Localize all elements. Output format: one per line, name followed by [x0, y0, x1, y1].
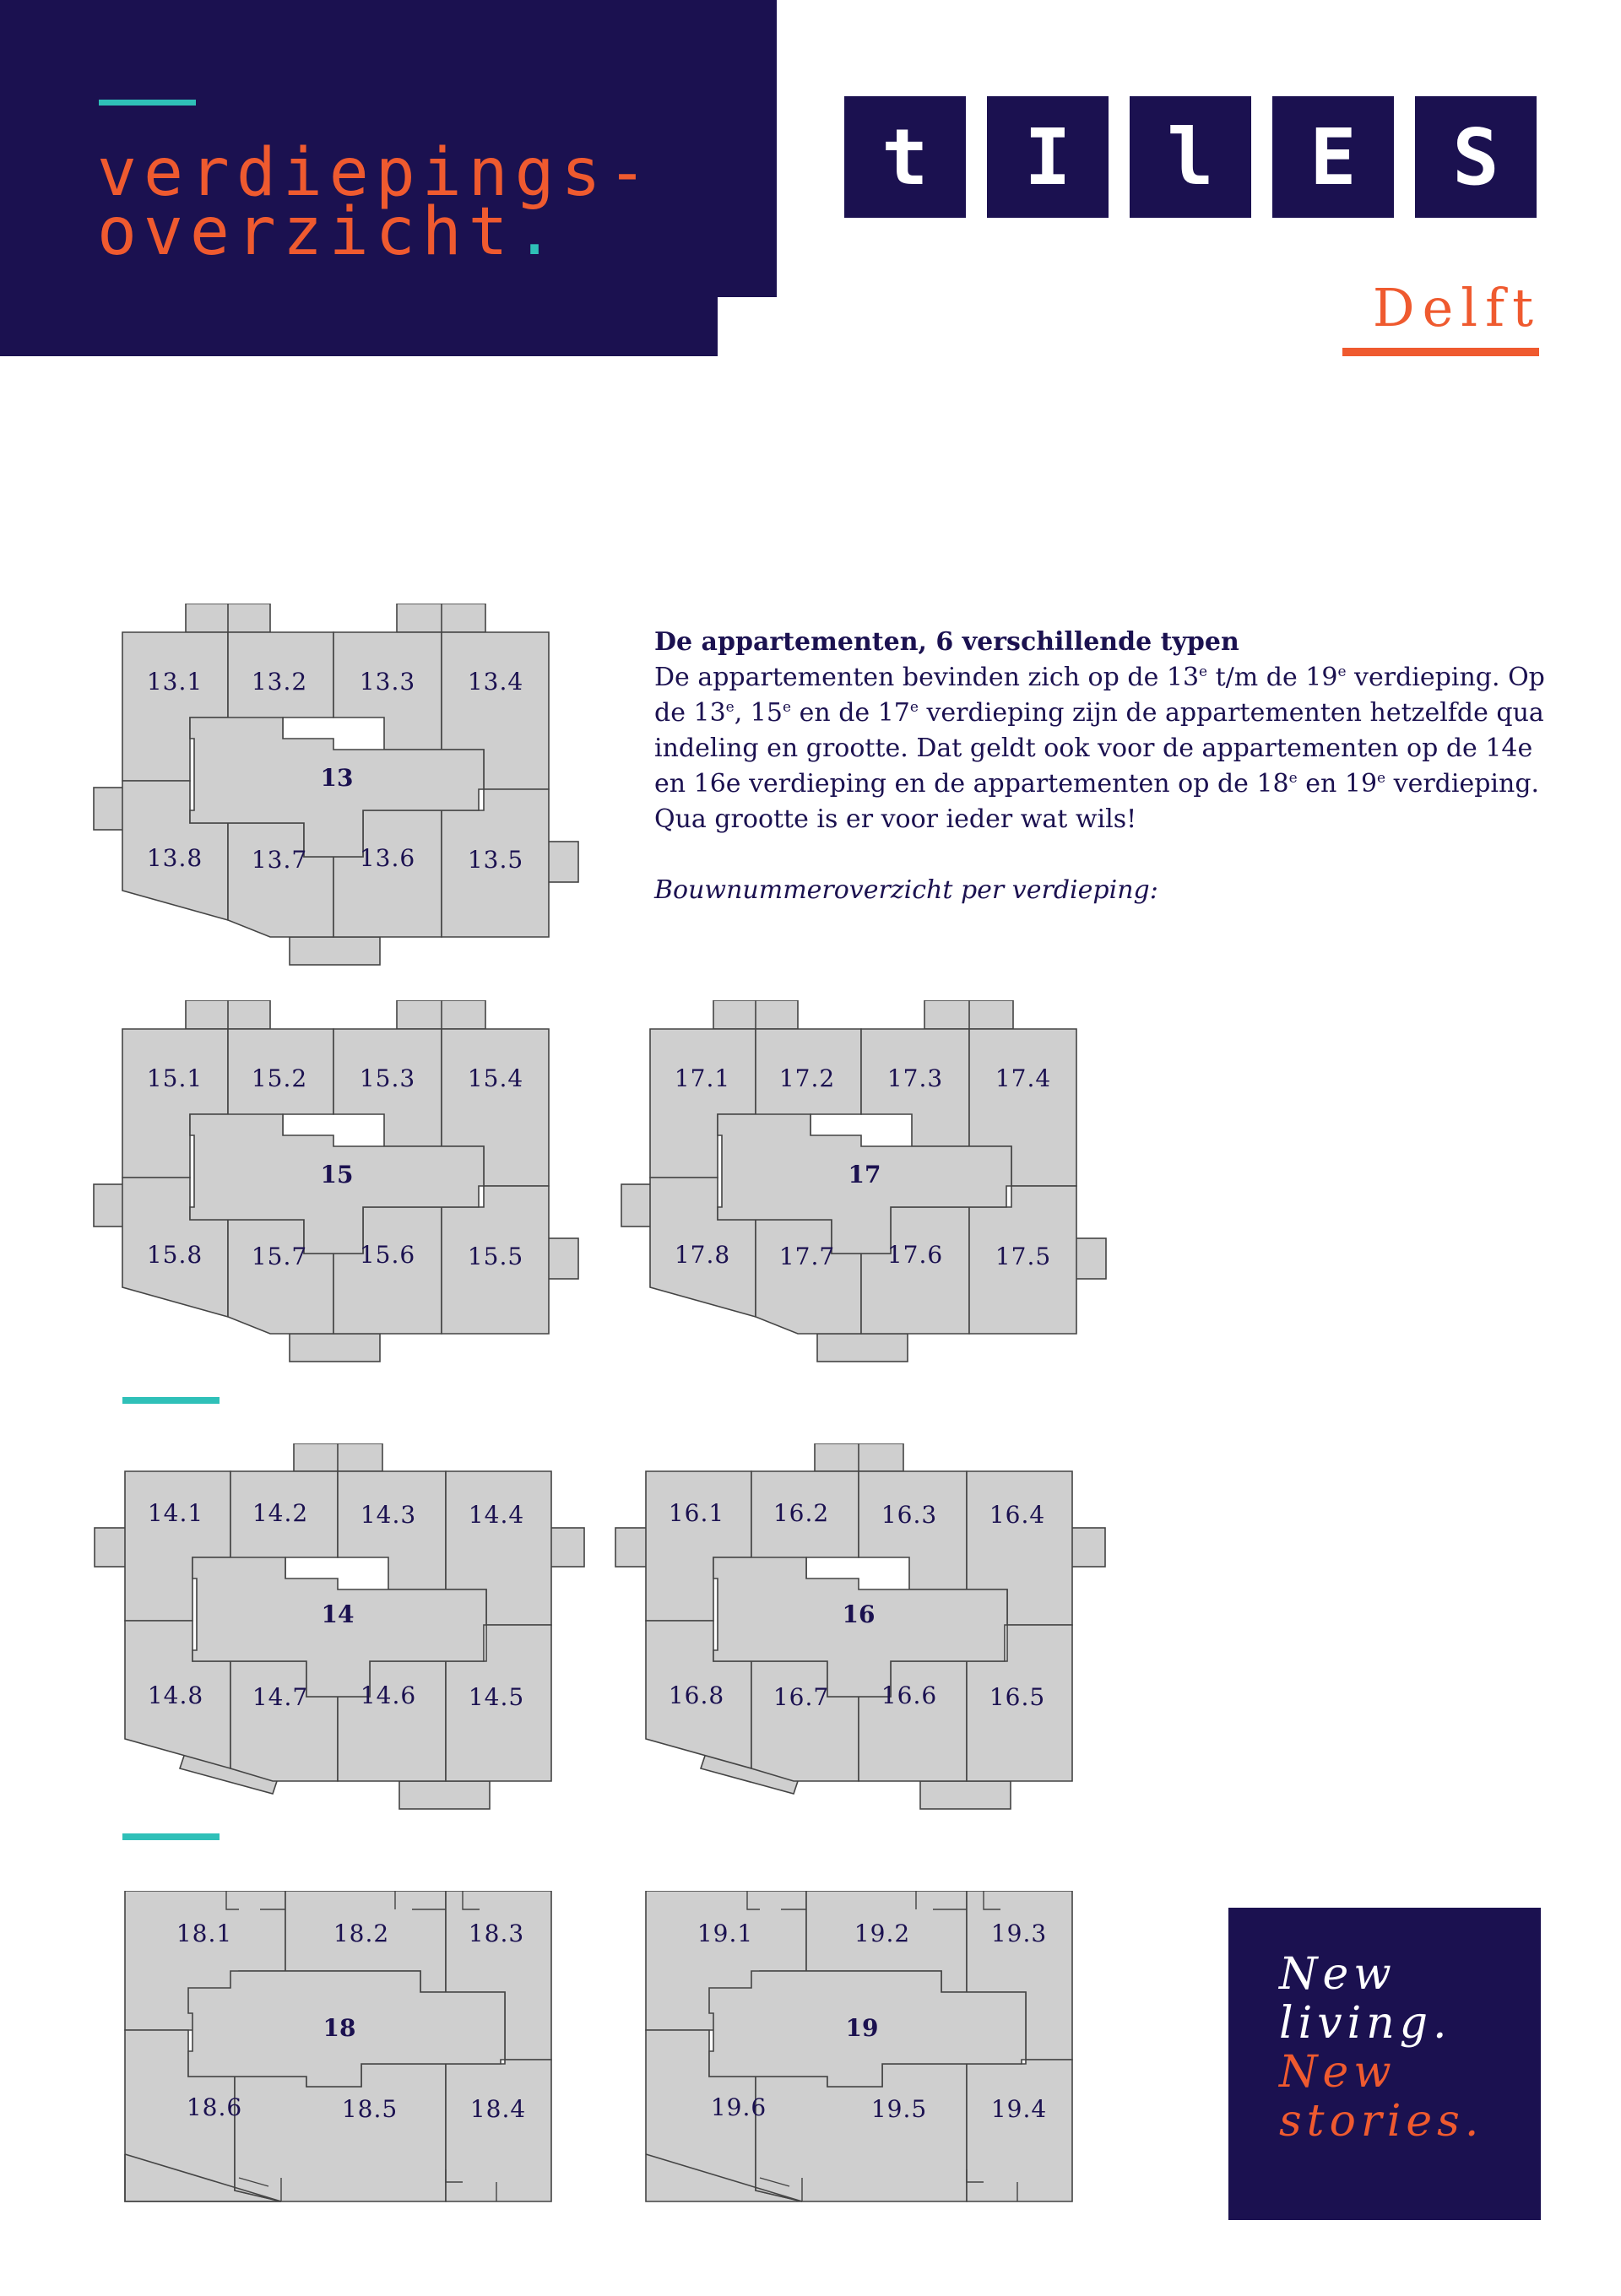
floorplan-18 [91, 1891, 598, 2296]
unit-label: 14.2 [252, 1499, 309, 1527]
title-dot: . [514, 194, 561, 270]
slogan-line-2: living. [1279, 1998, 1452, 2049]
floor-number: 17 [848, 1161, 881, 1189]
unit-label: 15.5 [467, 1243, 524, 1270]
unit-label: 15.7 [251, 1243, 308, 1270]
unit-label: 15.8 [146, 1241, 203, 1269]
unit-label: 14.8 [147, 1681, 204, 1709]
unit-label: 18.1 [176, 1920, 233, 1947]
unit-label: 13.7 [251, 846, 308, 874]
section-divider-teal [122, 1833, 220, 1840]
unit-label: 15.3 [359, 1064, 416, 1092]
city-underline [1342, 348, 1539, 356]
floor-number: 18 [323, 2014, 356, 2042]
floorplan-14 [91, 1443, 598, 1849]
unit-label: 19.5 [870, 2095, 928, 2123]
unit-label: 16.7 [773, 1683, 830, 1711]
unit-label: 15.1 [146, 1064, 203, 1092]
page-title [97, 135, 654, 270]
unit-label: 14.5 [468, 1683, 525, 1711]
unit-label: 14.7 [252, 1683, 309, 1711]
title-line-1: verdiepings- [97, 135, 654, 211]
unit-label: 17.6 [886, 1241, 944, 1269]
logo-letter-5: S [1452, 111, 1499, 203]
intro-subtitle: Bouwnummeroverzicht per verdieping: [654, 875, 1158, 905]
floorplan-15 [89, 1000, 595, 1405]
unit-label: 19.6 [710, 2093, 767, 2121]
logo-tile-1 [844, 96, 966, 218]
header-panel-step [0, 297, 718, 356]
unit-label: 14.6 [360, 1681, 417, 1709]
unit-label: 16.5 [989, 1683, 1046, 1711]
unit-label: 17.5 [995, 1243, 1052, 1270]
floorplan-16 [612, 1443, 1119, 1849]
city-name: Delft [1372, 277, 1541, 338]
logo-tile-2 [987, 96, 1109, 218]
intro-text-block [654, 625, 1549, 908]
unit-label: 13.4 [467, 668, 524, 696]
unit-label: 13.2 [251, 668, 308, 696]
unit-label: 13.3 [359, 668, 416, 696]
unit-label: 15.6 [359, 1241, 416, 1269]
unit-label: 17.1 [674, 1064, 731, 1092]
section-divider-teal [122, 1397, 220, 1404]
logo-letter-3: l [1167, 111, 1214, 203]
logo-tile-3 [1130, 96, 1251, 218]
unit-label: 19.3 [990, 1920, 1048, 1947]
logo-tile-4 [1272, 96, 1394, 218]
floor-number: 13 [320, 764, 354, 792]
unit-label: 16.6 [881, 1681, 938, 1709]
unit-label: 17.3 [886, 1064, 944, 1092]
floor-number: 15 [320, 1161, 354, 1189]
unit-label: 17.8 [674, 1241, 731, 1269]
title-line-2: overzicht [97, 194, 515, 270]
unit-label: 18.2 [333, 1920, 390, 1947]
slogan-box [1228, 1908, 1541, 2220]
intro-paragraph: De appartementen bevinden zich op de 13e t/m de 19e verdieping. Op de 13e, 15e en de 17e verdieping zijn de appartementen hetzelfde qua indeling en grootte. Dat geldt ook voor de appartementen op de 14e en 16e verdieping en de appartementen op de 18e en 19e verdieping. Qua grootte is er voor ieder wat wils! [654, 663, 1545, 834]
logo-tile-5 [1415, 96, 1537, 218]
unit-label: 13.1 [146, 668, 203, 696]
unit-label: 18.6 [186, 2093, 243, 2121]
unit-label: 17.4 [995, 1064, 1052, 1092]
unit-label: 13.8 [146, 844, 203, 872]
unit-label: 17.7 [778, 1243, 836, 1270]
unit-label: 18.4 [469, 2095, 527, 2123]
unit-label: 16.3 [881, 1501, 938, 1529]
unit-label: 18.3 [468, 1920, 525, 1947]
intro-heading: De appartementen, 6 verschillende typen [654, 627, 1239, 657]
header-accent-bar [99, 100, 196, 106]
unit-label: 16.4 [989, 1501, 1046, 1529]
unit-label: 15.4 [467, 1064, 524, 1092]
unit-label: 19.4 [990, 2095, 1048, 2123]
floorplan-17 [616, 1000, 1123, 1405]
logo-letter-1: t [881, 111, 929, 203]
unit-label: 19.2 [854, 1920, 911, 1947]
slogan-line-3: New [1279, 2047, 1396, 2098]
unit-label: 18.5 [341, 2095, 398, 2123]
unit-label: 15.2 [251, 1064, 308, 1092]
logo-letter-4: E [1309, 111, 1357, 203]
unit-label: 16.8 [668, 1681, 725, 1709]
slogan-line-4: stories. [1279, 2096, 1484, 2147]
unit-label: 14.4 [468, 1501, 525, 1529]
unit-label: 14.1 [147, 1499, 204, 1527]
slogan-line-1: New [1279, 1949, 1396, 2000]
floorplan-19 [612, 1891, 1119, 2296]
unit-label: 13.5 [467, 846, 524, 874]
floor-number: 14 [321, 1600, 355, 1628]
slogan [1279, 1950, 1483, 2146]
unit-label: 19.1 [697, 1920, 754, 1947]
unit-label: 16.2 [773, 1499, 830, 1527]
logo-letter-2: I [1024, 111, 1071, 203]
unit-label: 14.3 [360, 1501, 417, 1529]
floor-number: 16 [842, 1600, 876, 1628]
unit-label: 16.1 [668, 1499, 725, 1527]
floorplan-13 [89, 604, 595, 1009]
floor-number: 19 [845, 2014, 879, 2042]
unit-label: 13.6 [359, 844, 416, 872]
unit-label: 17.2 [778, 1064, 836, 1092]
